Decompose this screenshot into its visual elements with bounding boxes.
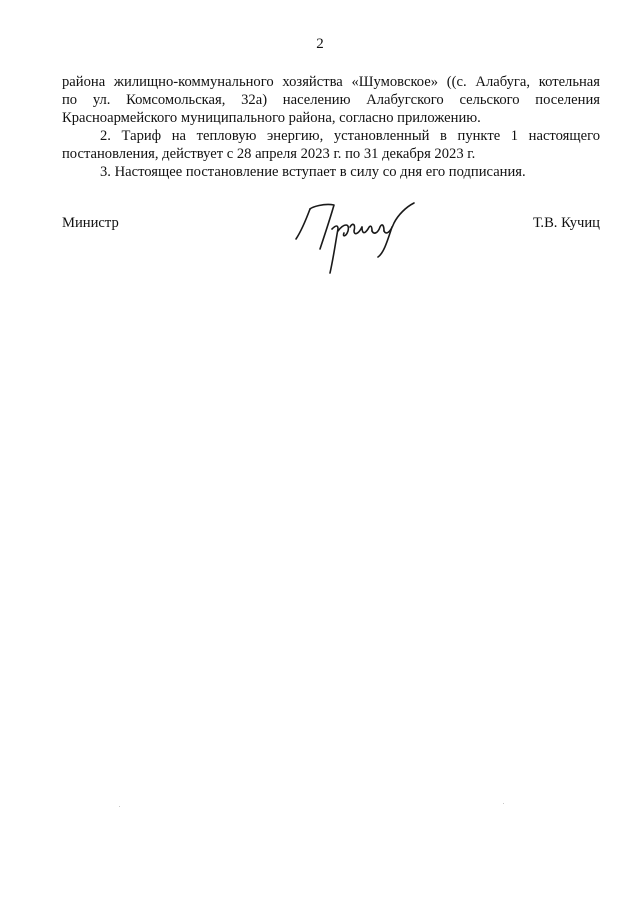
signer-name: Т.В. Кучиц (532, 215, 600, 231)
page-number: 2 (316, 36, 324, 52)
text-line: постановления, действует с 28 апреля 2023 г. по 31 декабря 2023 г. (62, 146, 476, 162)
text-line: 3. Настоящее постановление вступает в силу со дня его подписания. (100, 164, 526, 180)
paragraph-continuation-line (62, 91, 600, 109)
document-body (62, 73, 600, 181)
text-line: по ул. Комсомольская, 32а) населению Алабугского сельского поселения (62, 92, 600, 108)
scan-artifact (503, 803, 504, 804)
paragraph-continuation-line (62, 109, 600, 127)
signature-block (62, 213, 600, 273)
paragraph-clause-2 (62, 127, 600, 145)
signer-title: Министр (62, 215, 119, 231)
scan-artifact (119, 806, 120, 807)
text-line: 2. Тариф на тепловую энергию, установленный в пункте 1 настоящего (100, 128, 600, 144)
paragraph-clause-2-line (62, 145, 600, 163)
handwritten-signature (290, 199, 420, 279)
text-line: района жилищно-коммунального хозяйства «Шумовское» ((с. Алабуга, котельная (62, 74, 600, 90)
paragraph-continuation (62, 73, 600, 91)
paragraph-clause-3 (62, 163, 600, 181)
text-line: Красноармейского муниципального района, согласно приложению. (62, 110, 481, 126)
